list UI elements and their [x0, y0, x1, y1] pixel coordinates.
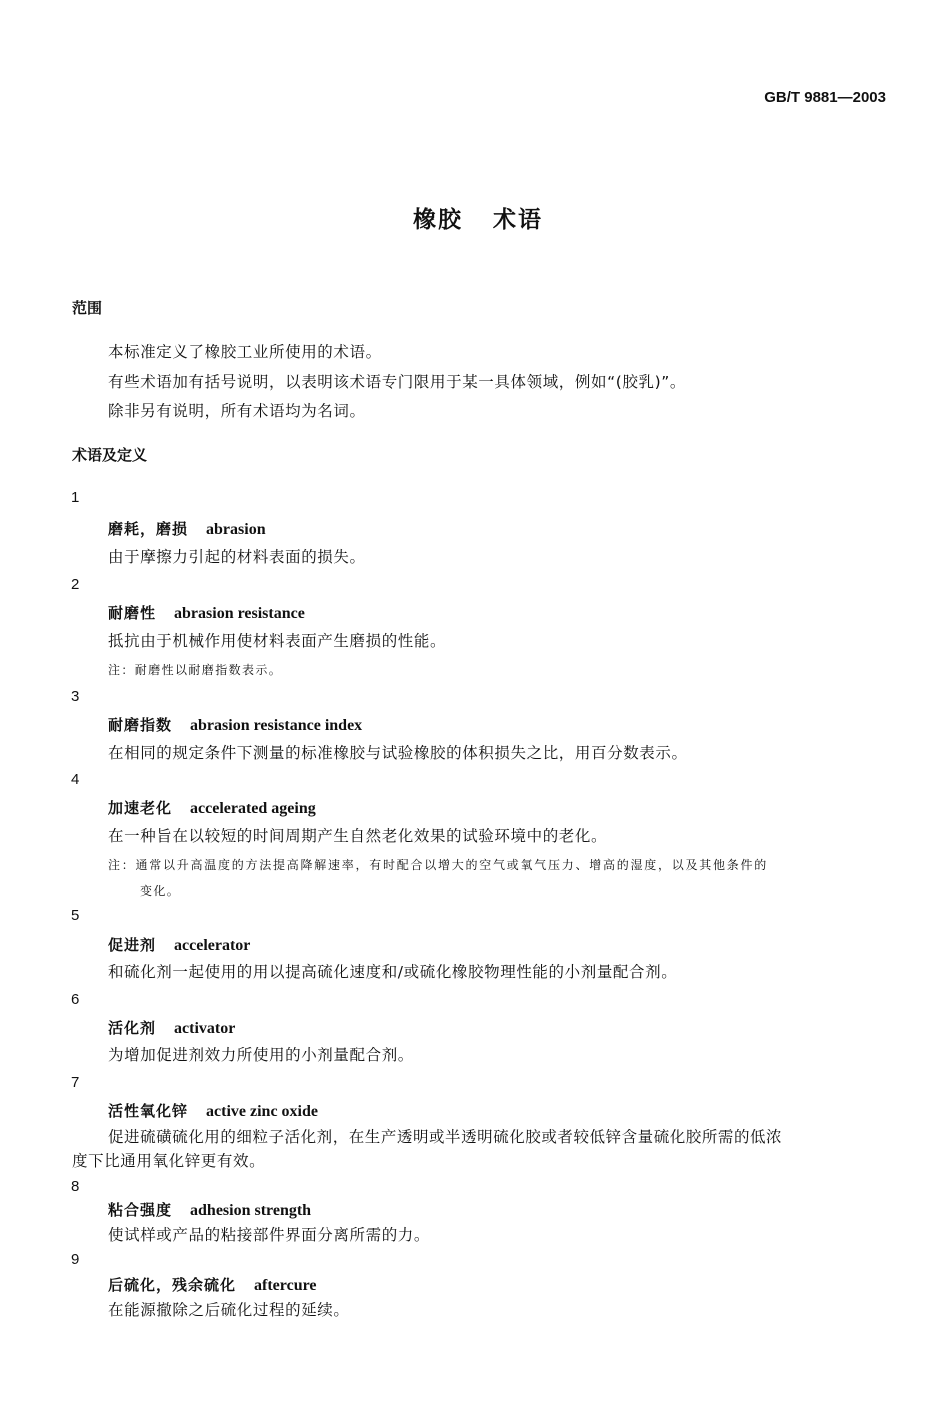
scope-heading: 范围 [72, 299, 103, 317]
term-title [108, 935, 250, 956]
term-zh: 后硫化，残余硫化 [108, 1276, 237, 1294]
term-title [108, 1200, 311, 1221]
scope-line: 本标准定义了橡胶工业所使用的术语。 [108, 343, 382, 361]
page-title [0, 206, 950, 234]
term-number: 7 [71, 1074, 80, 1091]
term-number: 3 [71, 688, 80, 705]
term-zh: 磨耗，磨损 [108, 520, 189, 538]
title-part-2: 术语 [493, 207, 543, 233]
term-zh: 粘合强度 [108, 1201, 173, 1219]
term-zh: 耐磨性 [108, 604, 157, 622]
term-note-continued: 变化。 [140, 884, 181, 898]
terms-heading: 术语及定义 [72, 446, 148, 464]
term-definition-continued: 度下比通用氧化锌更有效。 [72, 1152, 266, 1170]
term-definition: 由于摩擦力引起的材料表面的损失。 [108, 548, 366, 566]
term-en: accelerator [174, 937, 251, 954]
term-en: active zinc oxide [206, 1103, 318, 1120]
term-zh: 活化剂 [108, 1019, 157, 1037]
term-en: aftercure [254, 1277, 317, 1294]
term-en: adhesion strength [190, 1202, 312, 1219]
term-title [108, 798, 316, 819]
term-number: 6 [71, 991, 80, 1008]
term-number: 2 [71, 576, 80, 593]
term-zh: 耐磨指数 [108, 716, 173, 734]
term-title [108, 519, 266, 540]
term-en: abrasion resistance index [190, 717, 363, 734]
scope-line: 有些术语加有括号说明，以表明该术语专门限用于某一具体领域，例如“(胶乳)”。 [108, 373, 686, 391]
title-part-1: 橡胶 [413, 207, 463, 233]
term-number: 5 [71, 907, 80, 924]
term-en: abrasion resistance [174, 605, 305, 622]
term-zh: 加速老化 [108, 799, 173, 817]
term-number: 8 [71, 1178, 80, 1195]
term-definition: 在能源撤除之后硫化过程的延续。 [108, 1301, 350, 1319]
term-en: abrasion [206, 521, 266, 538]
term-en: accelerated ageing [190, 800, 316, 817]
term-title [108, 603, 305, 624]
term-number: 4 [71, 771, 80, 788]
term-note: 注：通常以升高温度的方法提高降解速率，有时配合以增大的空气或氧气压力、增高的湿度，以及其他条件的 [108, 858, 769, 872]
standard-number: GB/T 9881—2003 [764, 89, 886, 106]
term-title [108, 1275, 317, 1296]
term-definition: 抵抗由于机械作用使材料表面产生磨损的性能。 [108, 632, 447, 650]
term-definition: 使试样或产品的粘接部件界面分离所需的力。 [108, 1226, 431, 1244]
term-definition: 为增加促进剂效力所使用的小剂量配合剂。 [108, 1046, 414, 1064]
term-definition: 在相同的规定条件下测量的标准橡胶与试验橡胶的体积损失之比，用百分数表示。 [108, 744, 688, 762]
term-zh: 活性氧化锌 [108, 1102, 189, 1120]
term-en: activator [174, 1020, 236, 1037]
term-definition: 促进硫磺硫化用的细粒子活化剂，在生产透明或半透明硫化胶或者较低锌含量硫化胶所需的低浓 [108, 1128, 783, 1146]
term-note: 注：耐磨性以耐磨指数表示。 [108, 663, 283, 677]
scope-line: 除非另有说明，所有术语均为名词。 [108, 402, 366, 420]
term-title [108, 715, 362, 736]
term-number: 1 [71, 489, 80, 506]
term-definition: 在一种旨在以较短的时间周期产生自然老化效果的试验环境中的老化。 [108, 827, 608, 845]
term-zh: 促进剂 [108, 936, 157, 954]
term-number: 9 [71, 1251, 80, 1268]
term-title [108, 1018, 235, 1039]
term-title [108, 1101, 318, 1122]
term-definition: 和硫化剂一起使用的用以提高硫化速度和/或硫化橡胶物理性能的小剂量配合剂。 [108, 963, 678, 981]
